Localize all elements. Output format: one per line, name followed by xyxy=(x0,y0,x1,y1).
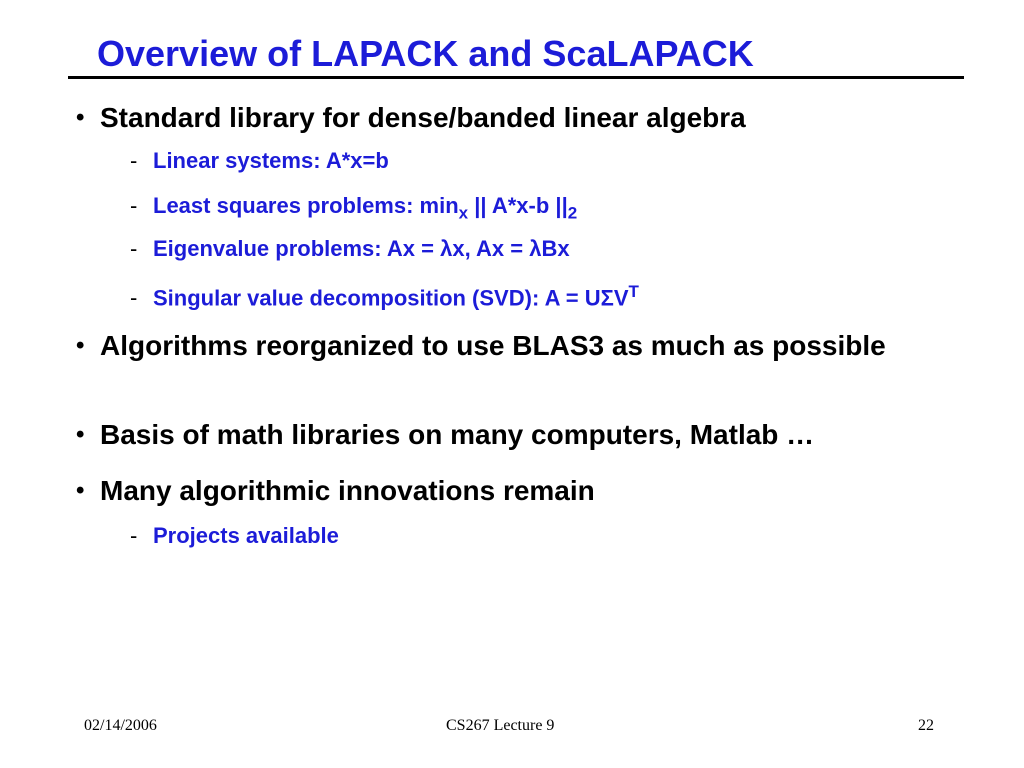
sub-bullet-item xyxy=(130,235,570,263)
transpose-superscript: T xyxy=(628,282,639,301)
sub-bullet-dash: - xyxy=(130,523,138,548)
sub-bullet-text: Linear systems: A*x=b xyxy=(153,148,389,173)
footer-date: 02/14/2006 xyxy=(84,717,157,734)
svd-part1: Singular value decomposition (SVD): A = U xyxy=(153,285,601,311)
lambda-symbol: λ xyxy=(529,236,542,261)
bullet-dot: • xyxy=(76,104,85,131)
sub-bullet-dash: - xyxy=(130,285,138,311)
eig-part3: Bx xyxy=(541,236,570,261)
eig-part2: x, Ax = xyxy=(452,236,530,261)
eig-part1: Eigenvalue problems: Ax = xyxy=(153,236,441,261)
bullet-dot: • xyxy=(76,421,85,448)
bullet-item xyxy=(76,475,986,506)
sub-bullet-text: Projects available xyxy=(153,523,339,548)
footer-course: CS267 Lecture 9 xyxy=(446,717,555,734)
bullet-item xyxy=(76,419,986,450)
norm-subscript: 2 xyxy=(567,203,578,223)
sub-bullet-item xyxy=(130,147,389,175)
bullet-item xyxy=(76,102,986,133)
footer-page-number: 22 xyxy=(918,717,934,734)
min-subscript: x xyxy=(458,203,469,223)
sub-bullet-text-eigenvalue xyxy=(153,235,570,263)
bullet-dot: • xyxy=(76,477,85,504)
slide-title: Overview of LAPACK and ScaLAPACK xyxy=(97,33,754,74)
lambda-symbol: λ xyxy=(440,236,453,261)
sub-bullet-item xyxy=(130,278,639,312)
sub-bullet-item xyxy=(130,522,339,550)
sub-bullet-dash: - xyxy=(130,236,138,261)
bullet-dot: • xyxy=(76,332,85,359)
bullet-text: Algorithms reorganized to use BLAS3 as much as possible xyxy=(100,330,886,361)
norm-body: || A*x-b || xyxy=(468,193,568,218)
sub-bullet-dash: - xyxy=(130,193,138,218)
bullet-text: Basis of math libraries on many computers, Matlab … xyxy=(100,419,815,450)
sub-bullet-text-least-squares xyxy=(153,192,577,227)
ls-prefix: Least squares problems: xyxy=(153,193,420,218)
svd-v: V xyxy=(613,285,629,311)
sub-bullet-text-svd xyxy=(153,278,639,312)
sub-bullet-dash: - xyxy=(130,148,138,173)
bullet-text: Many algorithmic innovations remain xyxy=(100,475,595,506)
bullet-text: Standard library for dense/banded linear algebra xyxy=(100,102,746,133)
sigma-symbol: Σ xyxy=(600,285,614,311)
title-underline xyxy=(68,76,964,79)
sub-bullet-item xyxy=(130,192,577,227)
bullet-item xyxy=(76,330,986,361)
min-word: min xyxy=(419,193,459,218)
